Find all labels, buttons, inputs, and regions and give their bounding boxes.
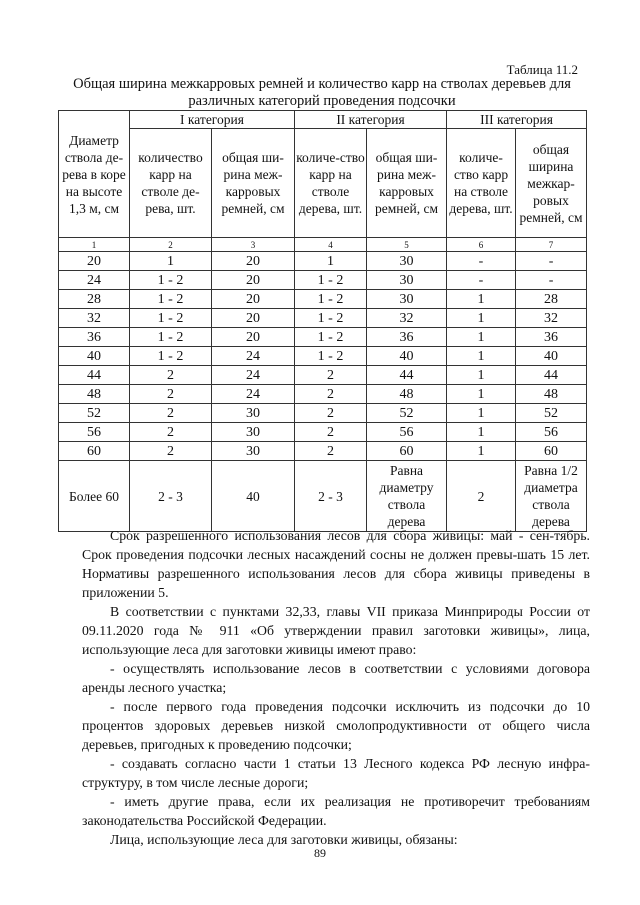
table-cell: 1 - 2: [130, 328, 212, 347]
table-cell: 48: [516, 385, 587, 404]
table-cell: 30: [212, 404, 295, 423]
table-row: [59, 347, 587, 366]
table-cell: 40: [59, 347, 130, 366]
paragraph: - после первого года проведения подсочки исключить из подсочки до 10 процентов здоровых деревьев низкой смолопродуктивности от общего числа деревьев, пригодных к проведению подсочки;: [82, 699, 590, 752]
table-cell: 1 - 2: [295, 347, 367, 366]
table-cell: 1: [295, 252, 367, 271]
table-cell: -: [447, 252, 516, 271]
paragraph: Срок разрешенного использования лесов для сбора живицы: май - сен-тябрь. Срок проведения подсочки лесных насаждений сосны не должен превы-шать 15 лет. Нормативы разрешенного использования лесов для сбора живицы приведены в приложении 5.: [82, 528, 590, 600]
table-cell: 48: [59, 385, 130, 404]
table-cell: 1 - 2: [130, 290, 212, 309]
table-cell: 24: [212, 366, 295, 385]
header-c1-width: общая ши-рина меж-карровых ремней, см: [212, 129, 295, 238]
table-cell: 32: [59, 309, 130, 328]
header-category-3: III категория: [447, 111, 587, 129]
header-category-2: II категория: [295, 111, 447, 129]
header-c2-count: количе-ство карр на стволе дерева, шт.: [295, 129, 367, 238]
table-cell: 36: [59, 328, 130, 347]
table-cell: -: [516, 271, 587, 290]
header-c3-count: количе-ство карр на стволе дерева, шт.: [447, 129, 516, 238]
table-cell: 30: [212, 442, 295, 461]
table-cell: 1: [447, 347, 516, 366]
table-cell: 1 - 2: [130, 309, 212, 328]
data-table: [58, 110, 587, 532]
header-c3-width: общая ширина межкар-ровых ремней, см: [516, 129, 587, 238]
table-cell: 40: [516, 347, 587, 366]
column-number-row: [59, 238, 587, 252]
table-row: [59, 385, 587, 404]
table-cell: 48: [367, 385, 447, 404]
table-cell: 2: [130, 385, 212, 404]
table-cell: 30: [212, 423, 295, 442]
table-cell: 1 - 2: [295, 309, 367, 328]
table-row: [59, 366, 587, 385]
header-diameter: Диаметр ствола де-рева в коре на высоте 1,3 м, см: [59, 111, 130, 238]
table-cell: 1: [447, 385, 516, 404]
header-c2-width: общая ши-рина меж-карровых ремней, см: [367, 129, 447, 238]
table-cell: 2 - 3: [295, 461, 367, 532]
table-cell: Равна диаметру ствола дерева: [367, 461, 447, 532]
table-cell: 1: [130, 252, 212, 271]
table-row: [59, 271, 587, 290]
table-cell: 32: [367, 309, 447, 328]
table-row: [59, 309, 587, 328]
table-cell: 1: [447, 328, 516, 347]
paragraph: Лица, использующие леса для заготовки живицы, обязаны:: [110, 832, 458, 847]
table-row: [59, 290, 587, 309]
table-row: [59, 328, 587, 347]
col-number: 4: [295, 238, 367, 252]
table-cell: 56: [59, 423, 130, 442]
table-cell: -: [516, 252, 587, 271]
table-row: [59, 404, 587, 423]
table-cell: 1 - 2: [130, 271, 212, 290]
table-row-over-60: [59, 461, 587, 532]
table-cell: 40: [212, 461, 295, 532]
table-cell: 30: [367, 252, 447, 271]
table-cell: 1 - 2: [295, 271, 367, 290]
table-cell: 1: [447, 309, 516, 328]
table-cell: 44: [59, 366, 130, 385]
paragraph: - создавать согласно части 1 статьи 13 Лесного кодекса РФ лесную инфра-структуру, в том числе лесные дороги;: [82, 756, 590, 790]
table-row: [59, 252, 587, 271]
table-cell: 60: [59, 442, 130, 461]
table-cell: 1: [447, 366, 516, 385]
table-cell: 32: [516, 309, 587, 328]
table-cell: Равна 1/2 диаметра ствола дерева: [516, 461, 587, 532]
table-cell: 2: [130, 423, 212, 442]
page-number: 89: [314, 846, 326, 860]
table-cell: 52: [59, 404, 130, 423]
table-cell: 2 - 3: [130, 461, 212, 532]
table-cell: 28: [59, 290, 130, 309]
table-cell: 2: [447, 461, 516, 532]
header-category-1: I категория: [130, 111, 295, 129]
table-cell: 24: [212, 385, 295, 404]
table-cell: 1 - 2: [295, 328, 367, 347]
col-number: 1: [59, 238, 130, 252]
table-cell: 1 - 2: [295, 290, 367, 309]
table-cell: -: [447, 271, 516, 290]
table-cell: 1: [447, 423, 516, 442]
table-row: [59, 423, 587, 442]
paragraph: - осуществлять использование лесов в соответствии с условиями договора аренды лесного участка;: [82, 661, 590, 695]
paragraph: В соответствии с пунктами 32,33, главы VII приказа Минприроды России от 09.11.2020 года № 911 «Об утверждении правил заготовки живицы», лица, использующие леса для заготовки живицы имеют право:: [82, 604, 590, 657]
table-cell: 24: [59, 271, 130, 290]
table-row: [59, 442, 587, 461]
table-cell: 56: [516, 423, 587, 442]
header-row-columns: [59, 129, 587, 238]
col-number: 5: [367, 238, 447, 252]
table-cell: 2: [130, 442, 212, 461]
table-cell: 60: [516, 442, 587, 461]
header-row-categories: [59, 111, 587, 129]
table-cell: 20: [59, 252, 130, 271]
table-cell: Более 60: [59, 461, 130, 532]
table-cell: 56: [367, 423, 447, 442]
table-cell: 36: [367, 328, 447, 347]
table-cell: 36: [516, 328, 587, 347]
table-cell: 28: [516, 290, 587, 309]
table-cell: 1: [447, 404, 516, 423]
table-cell: 44: [367, 366, 447, 385]
table-cell: 44: [516, 366, 587, 385]
header-c1-count: количество карр на стволе де-рева, шт.: [130, 129, 212, 238]
table-cell: 60: [367, 442, 447, 461]
col-number: 3: [212, 238, 295, 252]
table-cell: 2: [130, 404, 212, 423]
body-text: [82, 526, 590, 849]
table-cell: 2: [295, 385, 367, 404]
table-cell: 30: [367, 271, 447, 290]
table-cell: 1: [447, 442, 516, 461]
table-cell: 20: [212, 290, 295, 309]
table-cell: 2: [295, 442, 367, 461]
paragraph: - иметь другие права, если их реализация не противоречит требованиям законодательства Российской Федерации.: [82, 794, 590, 828]
table-cell: 30: [367, 290, 447, 309]
col-number: 7: [516, 238, 587, 252]
table-cell: 24: [212, 347, 295, 366]
table-cell: 2: [130, 366, 212, 385]
table-cell: 20: [212, 271, 295, 290]
table-cell: 2: [295, 404, 367, 423]
col-number: 2: [130, 238, 212, 252]
table-cell: 2: [295, 366, 367, 385]
table-cell: 20: [212, 309, 295, 328]
table-cell: 1: [447, 290, 516, 309]
table-cell: 20: [212, 252, 295, 271]
table-title: Общая ширина межкарровых ремней и количество карр на стволах деревьев для различных категорий проведения подсочки: [73, 76, 571, 109]
table-cell: 52: [516, 404, 587, 423]
table-cell: 1 - 2: [130, 347, 212, 366]
table-cell: 52: [367, 404, 447, 423]
table-cell: 40: [367, 347, 447, 366]
table-cell: 20: [212, 328, 295, 347]
col-number: 6: [447, 238, 516, 252]
table-label: Таблица 11.2: [506, 62, 578, 77]
table-cell: 2: [295, 423, 367, 442]
